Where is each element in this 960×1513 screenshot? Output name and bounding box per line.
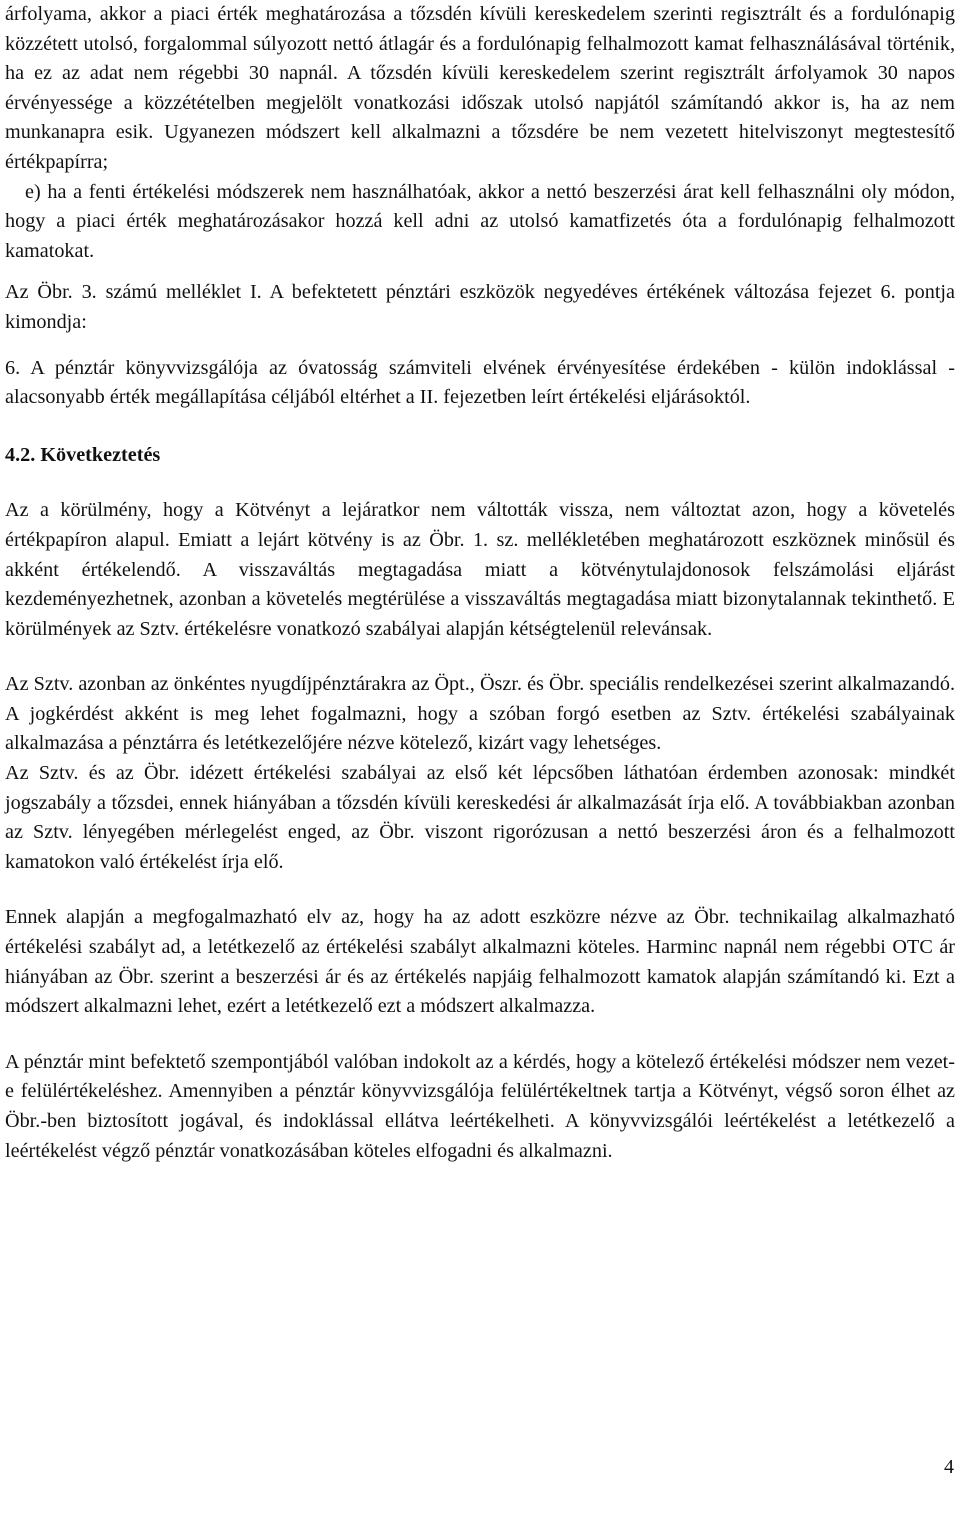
section-heading bbox=[5, 441, 955, 471]
page-number: 4 bbox=[944, 1456, 954, 1478]
paragraph-p1: árfolyama, akkor a piaci érték meghatározása a tőzsdén kívüli kereskedelem szerinti regisztrált és a fordulónapig közzétett utolsó, forgalommal súlyozott nettó átlagár és a fordulónapig felhalmozott kamat felhasználásával történik, ha ez az adat nem régebbi 30 napnál. A tőzsdén kívüli kereskedelem szerint regisztrált árfolyamok 30 napos érvényessége a közzétételben megjelölt vonatkozási időszak utolsó napjától számítandó akkor is, ha az nem munkanapra esik. Ugyanezen módszert kell alkalmazni a tőzsdére be nem vezetett hitelviszonyt megtestesítő értékpapírra; bbox=[5, 3, 955, 173]
document-page bbox=[5, 0, 955, 1166]
paragraph-p3: Az Öbr. 3. számú melléklet I. A befektetett pénztári eszközök negyedéves értékének változása fejezet 6. pontja kimondja: bbox=[5, 281, 955, 333]
paragraph-p9: A pénztár mint befektető szempontjából valóban indokolt az a kérdés, hogy a kötelező értékelési módszer nem vezet-e felülértékeléshez. Amennyiben a pénztár könyvvizsgálója felülértékeltnek tartja a Kötvényt, végső soron élhet az Öbr.-ben biztosított jogával, és indoklással ellátva leértékelheti. A könyvvizsgálói leértékelést a letétkezelő a leértékelést végző pénztár vonatkozásában köteles elfogadni és alkalmazni. bbox=[5, 1050, 955, 1162]
paragraph-p8: Ennek alapján a megfogalmazható elv az, hogy ha az adott eszközre nézve az Öbr. technikailag alkalmazható értékelési szabályt ad, a letétkezelő az értékelési szabályt alkalmazni köteles. Harminc napnál nem régebbi OTC ár hiányában az Öbr. szerint a beszerzési ár és az értékelés napjáig felhalmozott kamatok alapján számítandó ki. Ezt a módszert alkalmazni lehet, ezért a letétkezelő ezt a módszert alkalmazza. bbox=[5, 906, 955, 1018]
paragraph-p2: e) ha a fenti értékelési módszerek nem használhatóak, akkor a nettó beszerzési árat kell felhasználni oly módon, hogy a piaci érték meghatározásakor hozzá kell adni az utolsó kamatfizetés óta a fordulónapig felhalmozott kamatokat. bbox=[5, 180, 955, 262]
section-number: 4.2. bbox=[5, 443, 36, 466]
paragraph-p6: Az Sztv. azonban az önkéntes nyugdíjpénztárakra az Öpt., Öszr. és Öbr. speciális rendelkezései szerint alkalmazandó. A jogkérdést akként is meg lehet fogalmazni, hogy a szóban forgó esetben az Sztv. értékelési szabályainak alkalmazása a pénztárra és letétkezelőjére nézve kötelező, kizárt vagy lehetséges. bbox=[5, 673, 955, 755]
section-title: Következtetés bbox=[40, 443, 161, 466]
paragraph-p4: 6. A pénztár könyvvizsgálója az óvatosság számviteli elvének érvényesítése érdekében - külön indoklással - alacsonyabb érték megállapítása céljából eltérhet a II. fejezetben leírt értékelési eljárásoktól. bbox=[5, 356, 955, 409]
paragraph-p7: Az Sztv. és az Öbr. idézett értékelési szabályai az első két lépcsőben láthatóan érdemben azonosak: mindkét jogszabály a tőzsdei, ennek hiányában a tőzsdén kívüli kereskedési ár alkalmazását írja elő. A továbbiakban azonban az Sztv. lényegében mérlegelést enged, az Öbr. viszont rigorózusan a nettó beszerzési áron és a felhalmozott kamatokon való értékelést írja elő. bbox=[5, 762, 955, 873]
paragraph-p5: Az a körülmény, hogy a Kötvényt a lejáratkor nem váltották vissza, nem változtat azon, hogy a követelés értékpapíron alapul. Emiatt a lejárt kötvény is az Öbr. 1. sz. mellékletében meghatározott eszköznek minősül és akként értékelendő. A visszaváltás megtagadása miatt a kötvénytulajdonosok felszámolási eljárást kezdeményezhetnek, azonban a követelés megtérülése a visszaváltás megtagadása miatt bizonytalannak tekinthető. E körülmények az Sztv. értékelésre vonatkozó szabályai alapján kétségtelenül relevánsak. bbox=[5, 499, 955, 640]
